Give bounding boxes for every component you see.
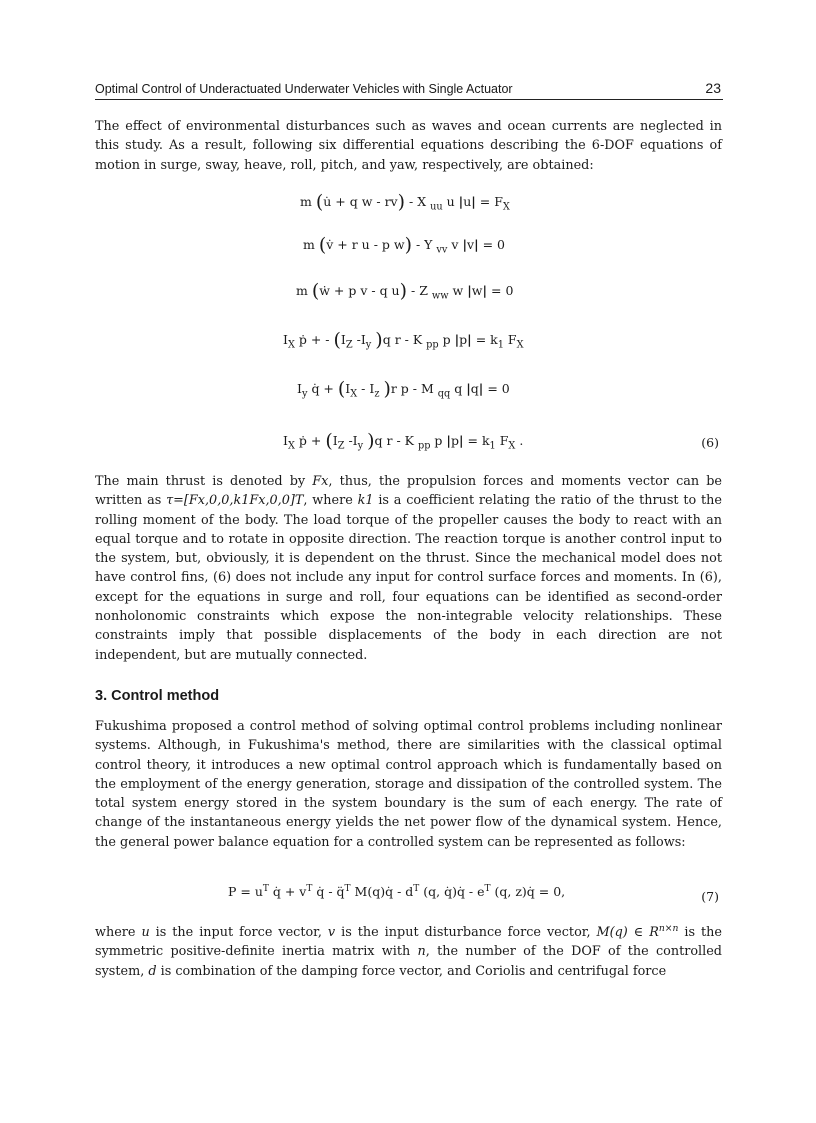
equation-yaw: $I_X$ ṗ + ($I_Z$ $-I_y$ )q r - K $_{pp}$ p $|p| = k_1$ $F_X$ . (283, 430, 524, 452)
equation-heave: m (ẇ + p v - q u) - Z $_{ww}$ w |w| = 0 (296, 280, 514, 302)
equation-roll: $I_X$ ṗ + - ($I_Z$ $-I_y$ )q r - K $_{pp}$ p $|p| = k_1$ $F_X$ (283, 329, 524, 351)
thrust-paragraph: The main thrust is denoted by Fx, thus, the propulsion forces and moments vector can be written as τ=[Fx,0,0,k1Fx,0,0]T, where k1 is a coefficient relating the ratio of the thrust to the rolling moment of the body. The load torque of the propeller causes the body to react with an equal torque and to rotate in opposite direction. The reaction torque is another control input to the system, but, obviously, it is dependent on the thrust. Since the mechanical model does not have control fins, (6) does not include any input for control surface forces and moments. In (6), except for the equations in surge and roll, four equations can be identified as second-order nonholonomic constraints which expose the non-integrable velocity relationships. These constraints imply that possible displacements of the body in each direction are not independent, but are mutually connected. (95, 474, 722, 663)
equation-sway: m (v̇ + r u - p w) - Y $_{vv}$ v |v| = 0 (303, 234, 506, 256)
control-paragraph: Fukushima proposed a control method of solving optimal control problems including nonlinear systems. Although, in Fukushima's method, there are similarities with the classical optimal control theory, it introduces a new optimal control approach which is fundamentally based on the employment of the energy generation, storage and dissipation of the controlled system. The total system energy stored in the system boundary is the sum of each energy. The rate of change of the instantaneous energy yields the net power flow of the dynamical system. Hence, the general power balance equation for a controlled system can be represented as follows: (95, 719, 722, 850)
running-title: Optimal Control of Underactuated Underwater Vehicles with Single Actuator (95, 82, 513, 96)
equation-number-6: (6) (701, 435, 719, 450)
equation-pitch: $I_y$ q̇ + ($I_X - I_z$ )r p - M $_{qq}$ q |q| = 0 (297, 378, 510, 400)
equation-number-7: (7) (701, 889, 719, 904)
page-number: 23 (705, 80, 721, 96)
intro-paragraph: The effect of environmental disturbances such as waves and ocean currents are neglected in this study. As a result, following six differential equations describing the 6-DOF equations of motion in surge, sway, heave, roll, pitch, and yaw, respectively, are obtained: (95, 119, 722, 173)
definitions-paragraph: where u is the input force vector, v is the input disturbance force vector, M(q) ∈ $R^{n\times n}$ is the symmetric positive-definite inertia matrix with n, the number of the DOF of the controlled system, d is combination of the damping force vector, and Coriolis and centrifugal force (95, 923, 722, 979)
section-heading: 3. Control method (95, 688, 220, 704)
equation-surge: m (u̇ + q w - rv) - X $_{uu}$ u $|u| = F_X$ (300, 191, 510, 213)
equation-power-balance: $P = u^T$ q̇ + $v^T$ q̇ - q̈$^T$ M(q)q̇ - $d^T$ (q, q̇)q̇ - $e^T$ (q, z)q̇ = 0, (228, 884, 566, 899)
running-header (95, 79, 723, 100)
